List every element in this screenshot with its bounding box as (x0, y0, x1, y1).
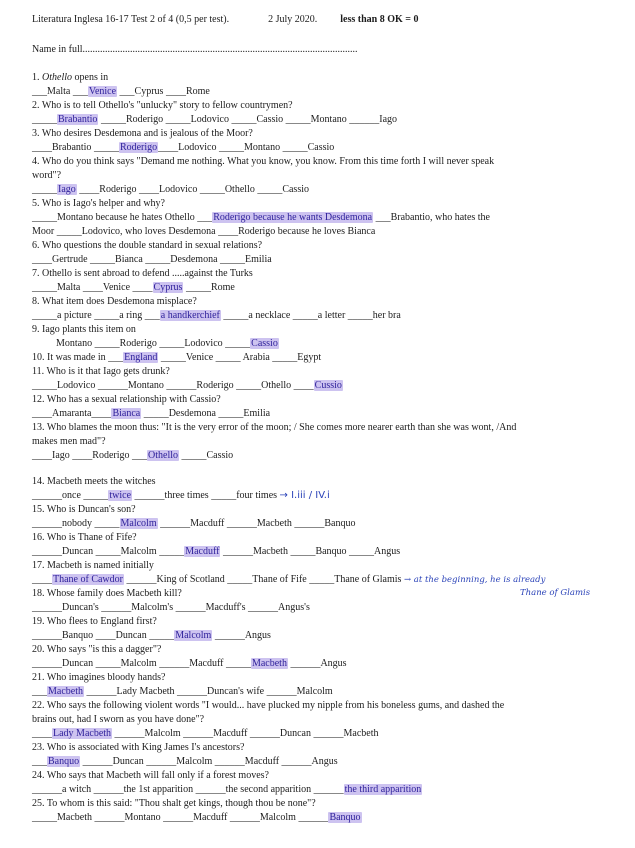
question-8-answer: a handkerchief (160, 310, 220, 321)
question-13-prompt-cont: makes men mad"? (32, 436, 106, 447)
question-24-prompt: 24. Who says that Macbeth will fall only if a forest moves? (32, 770, 269, 781)
question-25-prompt: 25. To whom is this said: "Thou shalt get kings, though thou be none"? (32, 798, 316, 809)
question-6-options: ____Gertrude _____Bianca _____Desdemona _____Emilia (32, 254, 272, 265)
question-6-prompt: 6. Who questions the double standard in sexual relations? (32, 240, 263, 251)
question-18-options: ______Duncan's ______Malcolm's ______Macduff's ______Angus's (32, 602, 310, 613)
question-19-options: ______Banquo ____Duncan _____Malcolm ______Angus (32, 630, 271, 641)
question-1-options: ___Malta ___Venice ___Cyprus ____Rome (32, 86, 210, 97)
question-22-answer: Lady Macbeth (53, 728, 112, 739)
question-11-options: _____Lodovico ______Montano ______Roderigo _____Othello ____Cussio (32, 380, 342, 391)
question-1-prompt: 1. Othello opens in (32, 72, 109, 83)
question-7-prompt: 7. Othello is sent abroad to defend .....against the Turks (32, 268, 253, 279)
question-4-prompt-cont: word"? (32, 170, 62, 181)
question-7-options: _____Malta ____Venice ____Cyprus _____Rome (32, 282, 235, 293)
test-date: 2 July 2020. (268, 14, 318, 25)
question-2-prompt: 2. Who is to tell Othello's "unlucky" story to fellow countrymen? (32, 100, 293, 111)
question-23-options: ___Banquo ______Duncan ______Malcolm ______Macduff ______Angus (32, 756, 338, 767)
question-9-options: Montano _____Roderigo _____Lodovico _____Cassio (56, 338, 278, 349)
question-4-prompt: 4. Who do you think says "Demand me nothing. What you know, you know. From this time forth I will never speak (32, 156, 495, 167)
question-19-answer: Malcolm (175, 630, 212, 641)
question-21-prompt: 21. Who imagines bloody hands? (32, 672, 166, 683)
name-prompt: Name in full (32, 44, 83, 55)
question-22-prompt: 22. Who says the following violent words "I would... have plucked my nipple from his boneless gums, and dashed the (32, 700, 505, 711)
question-24-answer: the third apparition (344, 784, 422, 795)
question-13-options: ____Iago ____Roderigo ___Othello _____Cassio (32, 450, 234, 461)
question-20-prompt: 20. Who says "is this a dagger"? (32, 644, 162, 655)
question-8-options: _____a picture _____a ring ___a handkerchief _____a necklace _____a letter _____her bra (32, 310, 401, 321)
question-12-options: ____Amaranta____Bianca _____Desdemona _____Emilia (32, 408, 271, 419)
name-dotted-line: .............................................................................................................. (82, 44, 358, 55)
question-9-prompt: 9. Iago plants this item on (32, 324, 136, 335)
question-17-options: ____Thane of Cawdor ______King of Scotland _____Thane of Fife _____Thane of Glamis → at the beginning, he is already (32, 574, 546, 585)
question-13-answer: Othello (148, 450, 178, 461)
question-4-options: _____Iago ____Roderigo ____Lodovico _____Othello _____Cassio (32, 184, 309, 195)
question-24-options: ______a witch ______the 1st apparition ______the second apparition ______the third apparition (32, 784, 422, 795)
question-15-answer: Malcolm (120, 518, 157, 529)
question-12-prompt: 12. Who has a sexual relationship with Cassio? (32, 394, 221, 405)
question-11-prompt: 11. Who is it that Iago gets drunk? (32, 366, 170, 377)
question-25-options: _____Macbeth ______Montano ______Macduff ______Malcolm ______Banquo (32, 812, 361, 823)
question-18-prompt: 18. Whose family does Macbeth kill? (32, 588, 182, 599)
question-16-answer: Macduff (185, 546, 220, 557)
question-11-answer: Cussio (314, 380, 342, 391)
question-13-prompt: 13. Who blames the moon thus: "It is the very error of the moon; / She comes more nearer earth than she was wont, /And (32, 422, 517, 433)
question-3-answer: Roderigo (119, 142, 158, 153)
question-17-handwritten-note: → at the beginning, he is already (403, 575, 546, 585)
question-23-prompt: 23. Who is associated with King James I's ancestors? (32, 742, 245, 753)
question-25-answer: Banquo (329, 812, 361, 823)
question-5-options: _____Montano because he hates Othello ___Roderigo because he wants Desdemona ___Brabantio, who hates the (32, 212, 490, 223)
question-1-answer: Venice (88, 86, 117, 97)
question-5-answer: Roderigo because he wants Desdemona (213, 212, 373, 223)
question-15-prompt: 15. Who is Duncan's son? (32, 504, 136, 515)
pass-rule: less than 8 OK = 0 (340, 14, 419, 25)
question-21-answer: Macbeth (48, 686, 83, 697)
question-4-answer: Iago (58, 184, 76, 195)
question-16-prompt: 16. Who is Thane of Fife? (32, 532, 137, 543)
test-title: Literatura Inglesa 16-17 Test 2 of 4 (0,5 per test). (32, 14, 230, 25)
question-3-prompt: 3. Who desires Desdemona and is jealous of the Moor? (32, 128, 253, 139)
question-5-options-cont: Moor _____Lodovico, who loves Desdemona ____Roderigo because he loves Bianca (32, 226, 376, 237)
question-14-prompt: 14. Macbeth meets the witches (32, 476, 156, 487)
question-5-prompt: 5. Who is Iago's helper and why? (32, 198, 165, 209)
question-2-options: _____Brabantio _____Roderigo _____Lodovico _____Cassio _____Montano ______Iago (32, 114, 398, 125)
question-15-options: ______nobody _____Malcolm ______Macduff ______Macbeth ______Banquo (32, 518, 356, 529)
question-14-options: ______once _____twice ______three times _____four times → I.iii / IV.i (32, 490, 330, 501)
question-20-answer: Macbeth (251, 658, 287, 669)
question-17-prompt: 17. Macbeth is named initially (32, 560, 154, 571)
question-22-options: ____Lady Macbeth ______Malcolm ______Macduff ______Duncan ______Macbeth (32, 728, 379, 739)
question-14-answer: twice (109, 490, 132, 501)
question-23-answer: Banquo (48, 756, 80, 767)
question-16-options: ______Duncan _____Malcolm _____Macduff ______Macbeth _____Banquo _____Angus (32, 546, 401, 557)
question-7-answer: Cyprus (153, 282, 183, 293)
question-17-handwritten-note-cont: Thane of Glamis (520, 588, 591, 598)
name-field-line (32, 44, 358, 56)
question-22-prompt-cont: brains out, had I sworn as you have done"? (32, 714, 205, 725)
question-9-answer: Cassio (251, 338, 278, 349)
question-8-prompt: 8. What item does Desdemona misplace? (32, 296, 197, 307)
question-10-answer: England (124, 352, 158, 363)
question-2-answer: Brabantio (58, 114, 98, 125)
question-20-options: ______Duncan _____Malcolm ______Macduff _____Macbeth ______Angus (32, 658, 347, 669)
question-10-line: 10. It was made in ___England _____Venice _____ Arabia _____Egypt (32, 352, 322, 363)
question-21-options: ___Macbeth ______Lady Macbeth ______Duncan's wife ______Malcolm (32, 686, 333, 697)
question-3-options: ____Brabantio _____Roderigo____Lodovico _____Montano _____Cassio (32, 142, 335, 153)
header-line (32, 14, 419, 26)
question-19-prompt: 19. Who flees to England first? (32, 616, 157, 627)
question-14-handwritten-note: → I.iii / IV.i (279, 490, 330, 501)
question-12-answer: Bianca (112, 408, 141, 419)
question-17-answer: Thane of Cawdor (53, 574, 123, 585)
